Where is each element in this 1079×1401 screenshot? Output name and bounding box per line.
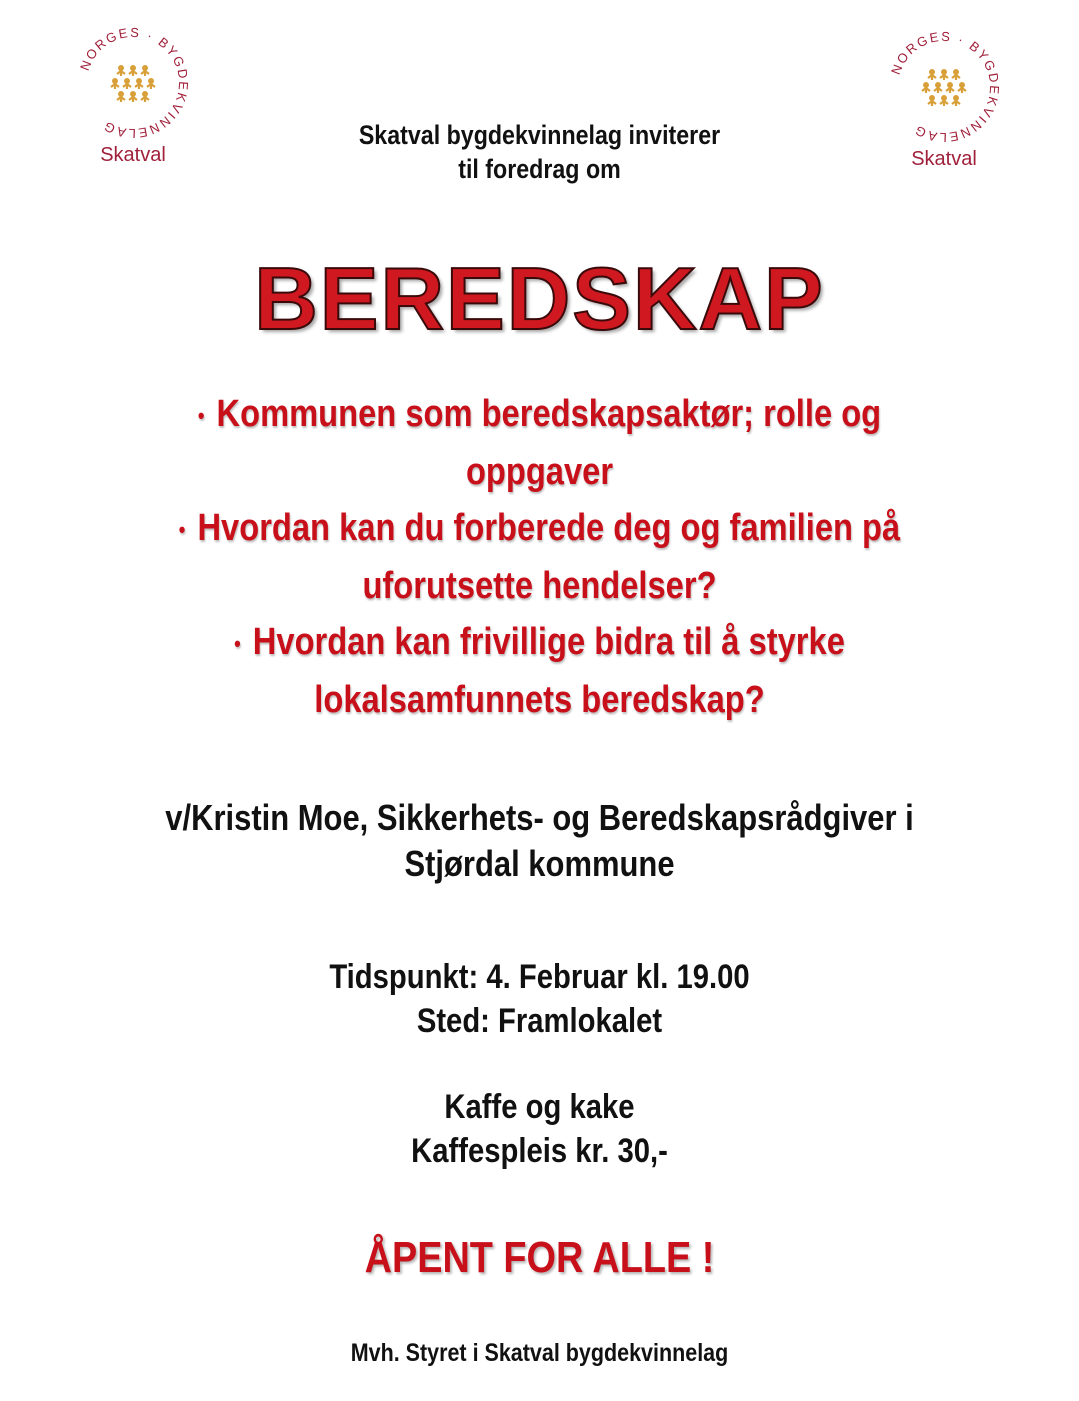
intro-line-1: Skatval bygdekvinnelag inviterer <box>358 120 721 150</box>
speaker-info <box>76 795 1004 887</box>
topic-line: Hvordan kan frivillige bidra til å styrke <box>252 620 845 663</box>
topic-item <box>76 500 1004 614</box>
signature: Mvh. Styret i Skatval bygdekvinnelag <box>350 1339 729 1367</box>
refreshments-line-2: Kaffespleis kr. 30,- <box>411 1132 668 1170</box>
topic-line: uforutsette hendelser? <box>362 564 717 607</box>
logo-caption: Skatval <box>911 148 977 170</box>
topic-line: Kommunen som beredskapsaktør; rolle og <box>216 393 882 435</box>
intro-line-2: til foredrag om <box>458 154 621 184</box>
topic-line: lokalsamfunnets beredskap? <box>314 678 765 721</box>
bullet-icon: • <box>234 630 241 656</box>
intro-text <box>76 118 1004 186</box>
event-place: Sted: Framlokalet <box>416 1002 663 1040</box>
headline: BEREDSKAP <box>254 249 825 348</box>
logo-caption: Skatval <box>100 144 166 166</box>
topic-line: Hvordan kan du forberede deg og familien på <box>197 506 901 549</box>
speaker-line-1: v/Kristin Moe, Sikkerhets- og Beredskapsrådgiver i <box>165 797 914 838</box>
topic-item <box>76 614 1004 728</box>
topic-line: oppgaver <box>465 450 614 493</box>
bullet-icon: • <box>178 516 186 542</box>
svg-text:NORGES · BYGDEKVINNELAG: NORGES · BYGDEKVINNELAG <box>887 28 1003 146</box>
topic-list <box>0 386 1079 728</box>
speaker-line-2: Stjørdal kommune <box>404 843 675 884</box>
open-notice: ÅPENT FOR ALLE ! <box>364 1233 715 1282</box>
bullet-icon: • <box>197 402 205 428</box>
topic-item <box>76 386 1004 500</box>
refreshments-line-1: Kaffe og kake <box>444 1088 635 1126</box>
refreshments <box>76 1085 1004 1173</box>
svg-text:NORGES · BYGDEKVINNELAG: NORGES · BYGDEKVINNELAG <box>76 24 192 142</box>
event-time: Tidspunkt: 4. Februar kl. 19.00 <box>329 958 750 996</box>
event-details <box>76 955 1004 1043</box>
